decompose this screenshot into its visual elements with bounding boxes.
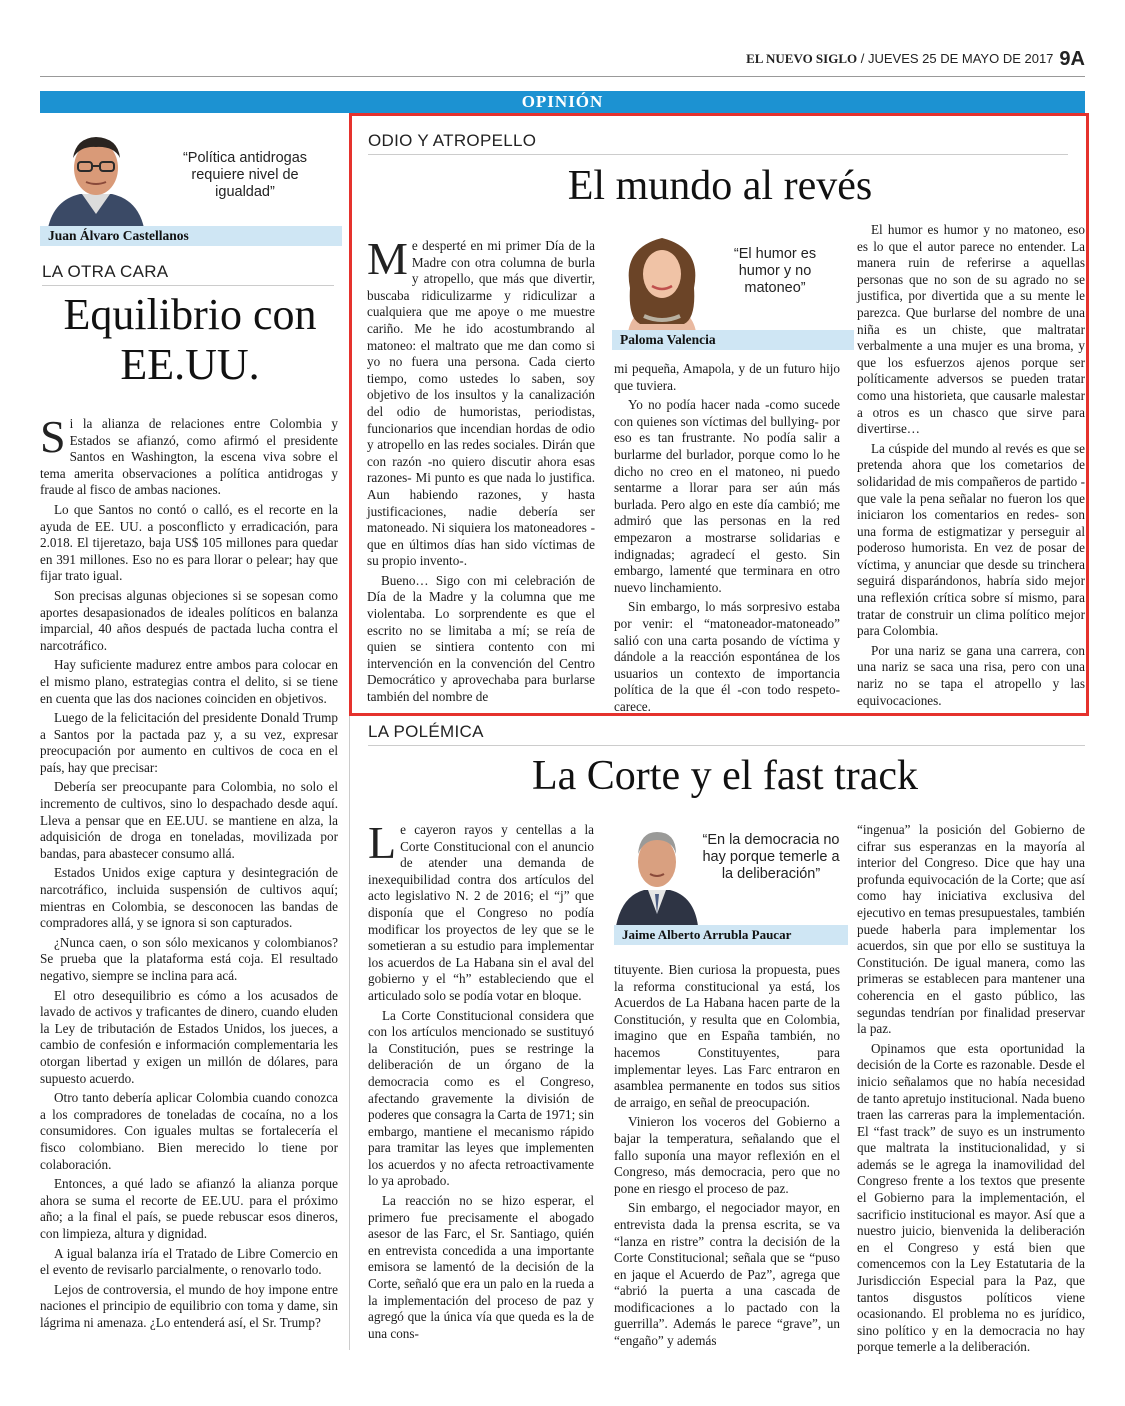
paragraph: Entonces, a qué lado se afianzó la alianza porque ahora se suma el recorte de EE.UU. para el próximo año; a la final el país, se puede rebuscar esos dineros, con limpieza, altura y dignidad.: [40, 1176, 338, 1241]
drop-cap: M: [367, 233, 408, 284]
paragraph: Por una nariz se gana una carrera, con una nariz se saca una risa, pero con una nariz no se tapa el atropello y las equivocaciones.: [857, 642, 1085, 708]
pull-quote: “En la democracia no hay porque temerle a la deliberación”: [702, 832, 840, 882]
paragraph: Sin embargo, el negociador mayor, en entrevista dada la prensa escrita, se va “lanza en ristre” contra la decisión de la Corte Constitucional; señala que se “puso en jaque el Acuerdo de Paz”, agrega que “abrió la puerta a una cascada de modificaciones a lo pactado con la guerrilla”. Además le parece “grave”, un “engaño” y además: [614, 1200, 840, 1349]
article-body: [40, 411, 338, 1334]
masthead-rule: [40, 76, 1085, 77]
paragraph: Yo no podía hacer nada -como sucede con quienes son víctimas del bullying- por eso es tan frustrante. No podía salir a burlarme del burlador, porque como lo he dicho no creo en el matoneo, ni puedo sentarme a llorar para ser aún más burlada. Pero algo en este día cambió; me admiró que las personas en la red empezaron a mostrarse solidarias e indignadas; agradecí el gesto. Sin embargo, lamenté que terminara en otro nuevo linchamiento.: [614, 397, 840, 595]
kicker-rule: [42, 285, 334, 286]
paragraph: Lejos de controversia, el mundo de hoy impone entre naciones el principio de equilibrio con toma y dame, sin lágrima ni amenaza. ¿Lo entenderá así, el Sr. Trump?: [40, 1281, 338, 1330]
paragraph: La Corte Constitucional considera que con los artículos mencionado se sustituyó la Constitución, pues se restringe la deliberación de un órgano de la democracia como es el Congreso, afectando gravemente la división de poderes que consagra la Carta de 1971; sin embargo, mantiene el mecanismo rápido para tramitar las leyes que implementen los acuerdos y no afecta retroactivamente lo ya aprobado.: [368, 1007, 594, 1189]
author-name: Paloma Valencia: [612, 330, 854, 350]
paragraph: Opinamos que esta oportunidad la decisión de la Corte es razonable. Desde el inicio señalamos que no había necesidad de tanto apretujo institucional. Nada bueno traen las carreras para la implementación. El “fast track” de suyo es un instrumento que maltrata la institucionalidad, y si además se le agrega la inamovilidad del Congreso frente a los textos que presente el Gobierno para la implementación, el sacrificio institucional es mayor. Así que a nuestro juicio, bienvenida la deliberación en el Congreso y está bien que comencemos con la Ley Estatutaria de la Jurisdicción Especial para la Paz, que tantos disgustos políticos viene ocasionando. El problema no es jurídico, sino político y en la democracia no hay porque temerle a la deliberación.: [857, 1040, 1085, 1355]
author-portrait-valencia: [612, 228, 712, 332]
article-kicker: LA POLÉMICA: [368, 722, 484, 741]
headline-line-2: EE.UU.: [120, 340, 260, 389]
article-column-2: [614, 962, 840, 1353]
drop-cap: S: [40, 411, 66, 462]
author-portrait-arrubla: [614, 818, 700, 926]
article-kicker: LA OTRA CARA: [42, 262, 169, 281]
article-column-3: [857, 222, 1085, 712]
paragraph: Luego de la felicitación del presidente Donald Trump a Santos por la pactada paz y, a su vez, expresar preocupación por aumento en cultivos de coca en el país, hay que precisar:: [40, 710, 338, 775]
paragraph: El otro desequilibrio es cómo a los acusados de lavado de activos y traficantes de dinero, cuando eluden la Ley de tributación de Estados Unidos, los jueces, a cambio de confesión e información complementaria les otorgan libertad y exigen un millón de dólares, para supuesto acuerdo.: [40, 987, 338, 1086]
paragraph: Son precisas algunas objeciones si se sopesan como aportes desapasionados de ideales políticos en balanza imparcial, 40 años después de pactada lucha contra el narcotráfico.: [40, 587, 338, 653]
article-headline: El mundo al revés: [567, 163, 873, 209]
masthead: [746, 48, 1085, 71]
article-column-2: [614, 361, 840, 718]
paragraph: La cúspide del mundo al revés es que se pretenda ahora que los cometarios de solidaridad de mis compañeros de partido -que vale la pena señalar no fueron los que iniciaron los comentarios en redes- son una forma de estigmatizar y perseguir al poderoso humorista. En vez de posar de víctima, y anunciar que desde su trinchera seguirá disparándonos, habría sido mejor una reflexión crítica sobre sí mismo, para tratar de construir un clima político mejor para Colombia.: [857, 440, 1085, 639]
author-name: Jaime Alberto Arrubla Paucar: [614, 925, 848, 945]
page-number: 9A: [1059, 48, 1085, 70]
paragraph: A igual balanza iría el Tratado de Libre Comercio en el evento de revisarlo parcialmente, o renovarlo todo.: [40, 1245, 338, 1278]
article-headline: La Corte y el fast track: [532, 753, 918, 799]
paragraph: mi pequeña, Amapola, y de un futuro hijo que tuviera.: [614, 361, 840, 393]
article-column-1: [368, 817, 594, 1345]
paragraph: Le cayeron rayos y centellas a la Corte Constitucional con el anuncio de atender una demanda de inexequibilidad contra dos artículos del acto legislativo N. 2 de 2016; el “j” que disponía que el Congreso no podía modificar los proyectos de ley que se le sometieran a su estudio para implementar los acuerdos de La Habana sin el aval del gobierno y el “h” estableciendo que el articulado solo se podía votar en bloque.: [368, 817, 594, 1003]
paragraph: “ingenua” la posición del Gobierno de cifrar sus esperanzas en la mayoría al interior del Congreso. Dice que hay una profunda equivocación de la Corte; que así como hay iniciativa exclusiva del ejecutivo en temas presupuestales, también puede haberla para implementar los acuerdos, sin que por ello se sustituya la Constitución. De igual manera, como las primeras se establecen para mantener una coherencia en el gasto público, las segundas tendrían por finalidad preservar la paz.: [857, 822, 1085, 1037]
paragraph: Otro tanto debería aplicar Colombia cuando conozca a los compradores de toneladas de cocaína, no a los consumidores. Con iguales multas se fortalecería el fisco colombiano. Bien merecido lo tiene por colaboración.: [40, 1090, 338, 1172]
paragraph: tituyente. Bien curiosa la propuesta, pues la reforma constitucional ya está, los Acuerdos de La Habana hacen parte de la Constitución, y resulta que en Colombia, imagino que en España también, no hacemos Constituyentes, para implementar leyes. Las Farc entraron en asamblea permanente en todos sus sitios de arraigo, en señal de preocupación.: [614, 962, 840, 1110]
author-name: Juan Álvaro Castellanos: [40, 226, 342, 246]
kicker-rule: [368, 745, 1085, 746]
paragraph: Si la alianza de relaciones entre Colombia y Estados se afianzó, como afirmó el presidente Santos en Washington, la escena viva sobre el tema amerita observaciones a política antidrogas y fraude al fisco de ambas naciones.: [40, 411, 338, 498]
author-portrait-castellanos: [40, 128, 152, 228]
article-column-1: [367, 233, 595, 709]
paragraph: Estados Unidos exige captura y desintegración de narcotráfico, incluida suspensión de cultivos aquí; mientras en Colombia, se desconocen las bandas de compradores allá, y se ignora si son capturados.: [40, 865, 338, 931]
drop-cap: L: [368, 817, 397, 868]
section-bar: [40, 91, 1085, 113]
paragraph: Vinieron los voceros del Gobierno a bajar la temperatura, señalando que el fallo suponía una mayor reflexión en el Congreso, más democracia, pero que no pone en riesgo el proceso de paz.: [614, 1114, 840, 1196]
pull-quote: “El humor es humor y no matoneo”: [733, 246, 817, 296]
paragraph: ¿Nunca caen, o son sólo mexicanos y colombianos? Se prueba que la plataforma está coja. El resultado negativo, siempre se inclina para acá.: [40, 934, 338, 983]
paragraph: Hay suficiente madurez entre ambos para colocar en el mismo plano, estrategias contra el delito, si se tiene en cuenta que las dos naciones coinciden en objetivos.: [40, 657, 338, 706]
kicker-rule: [368, 154, 1068, 155]
paragraph: El humor es humor y no matoneo, eso es lo que el autor parece no entender. La manera ruin de referirse a aquellas personas que no son de su agrado no se justifica, por divertida que a su mente le parezca. Que burlarse del nombre de una niña es un chiste, que maltratar verbalmente a una mujer es una broma, y que los esfuerzos ajenos porque ser políticamente adversos se pueden tratar como una historieta, que causarle malestar a otros es un chasco que sirve para divertirse…: [857, 222, 1085, 437]
article-kicker: ODIO Y ATROPELLO: [368, 131, 537, 150]
article-headline: [40, 290, 340, 390]
paragraph: La reacción no se hizo esperar, el primero fue precisamente el abogado asesor de las Farc, el Sr. Santiago, quién en entrevista concedida a una importante emisora se lamentó de la decisión de la Corte, señaló que era un palo en la rueda a la implementación del proceso de paz y agregó que la única vía que queda es la de una cons-: [368, 1193, 594, 1341]
paragraph: Bueno… Sigo con mi celebración de Día de la Madre y la columna que me violentaba. Lo sorprendente es que el escrito no se limitaba a mí; se reía de quien se sintiera contento con mi intervención en la convención del Centro Democrático y aprovechaba para burlarse también del nombre de: [367, 572, 595, 705]
paragraph: Debería ser preocupante para Colombia, no solo el incremento de cultivos, sino lo despachado desde aquí. Lleva a pensar que en EE.UU. se mantiene en alza, la adquisición de droga en toneladas, movilizada por bandas, para abastecer consumo allá.: [40, 779, 338, 861]
newspaper-name: EL NUEVO SIGLO: [746, 51, 858, 66]
paragraph: Lo que Santos no contó o calló, es el recorte en la ayuda de EE. UU. a posconflicto y erradicación, para 2.018. El tijeretazo, baja US$ 105 millones para quedar en 391 millones. Eso no es para llorar o pelear; hay que fijar trato igual.: [40, 501, 338, 584]
paragraph: Sin embargo, lo más sorpresivo estaba por venir: el “matoneador-matoneado” salió con una carta posando de víctima y dándole a la reacción espontánea de los usuarios un contexto de importancia política de la que él -con todo respeto- carece.: [614, 599, 840, 714]
section-label: OPINIÓN: [521, 92, 604, 111]
headline-line-1: Equilibrio con: [63, 290, 317, 339]
pull-quote: “Política antidrogas requiere nivel de igualdad”: [182, 150, 308, 200]
article-column-3: [857, 822, 1085, 1359]
issue-date: / JUEVES 25 DE MAYO DE 2017: [857, 51, 1054, 66]
paragraph: Me desperté en mi primer Día de la Madre con otra columna de burla y atropello, que más que divertir, buscaba ridiculizarme y ridiculizar a cualquiera que me apoye o me muestre cariño. Me he ido acostumbrando al matoneo: el maltrato que me dan como si yo no fuera una persona. Cada cierto tiempo, como ustedes lo saben, soy objetivo de los insultos y la canalización del odio de humoristas, periodistas, funcionarios que incendian hordas de odio y atropello en las redes sociales. Dirán que con razón -no quiero discutir ahora esas razones- Mi punto es que nada lo justifica. Aun habiendo razones, y hasta justificaciones, nadie debería ser matoneado. Ni siquiera los matoneadores -que en últimos días han sido víctimas de su propio invento-.: [367, 233, 595, 569]
